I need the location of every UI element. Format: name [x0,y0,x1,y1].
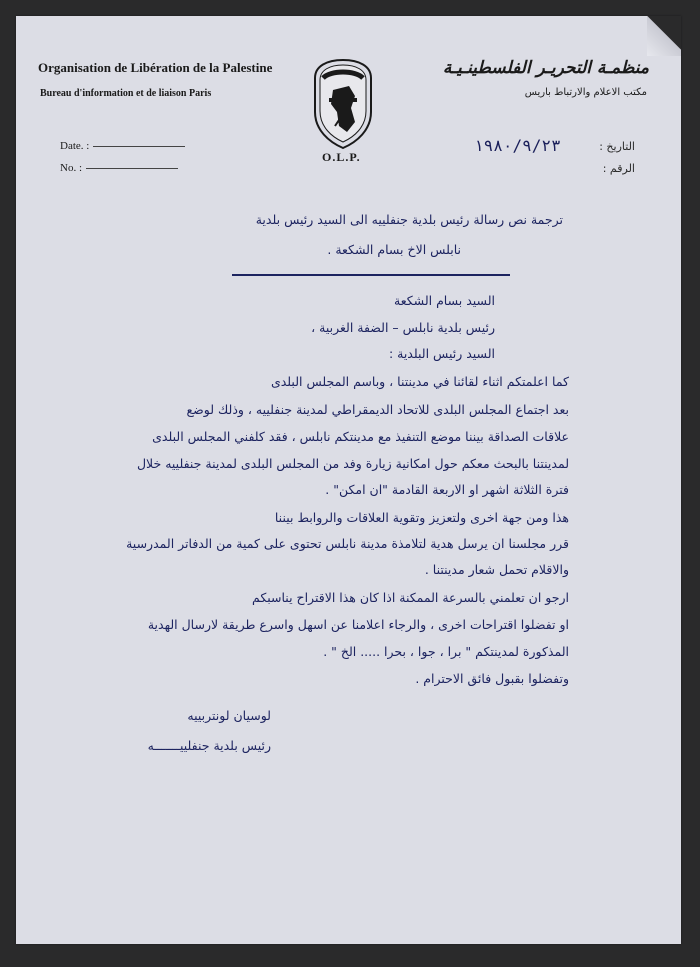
folded-corner [647,16,681,56]
org-name-arabic: منظمـة التحريـر الفلسطينـيـة [442,58,649,78]
signer-name: لوسيان لونتربييه [187,708,271,723]
body-line-8: والاقلام تحمل شعار مدينتنا . [424,562,569,577]
date-field [60,140,185,152]
number-label: No. : [60,162,82,174]
signer-title: رئيس بلدية جنفلييـــــــه [147,738,271,753]
heading-line-1: ترجمة نص رسالة رئيس بلدية جنفلييه الى السيد رئيس بلدية [255,212,563,227]
bureau-name-arabic: مكتب الاعلام والارتباط باريس [524,87,647,98]
plo-emblem-icon [309,56,377,152]
body-line-2: بعد اجتماع المجلس البلدى للاتحاد الديمقراطي لمدينة جنفلييه ، وذلك لوضع [186,402,569,417]
body-line-1: كما اعلمتكم اثناء لقائنا في مدينتنا ، وباسم المجلس البلدى [270,374,569,389]
body-line-10: او تفضلوا اقتراحات اخرى ، والرجاء اعلامنا عن اسهل واسرع طريقة لارسال الهدية [147,617,569,632]
body-line-9: ارجو ان تعلمني بالسرعة الممكنة اذا كان هذا الاقتراح يناسبكم [252,590,569,605]
body-line-7: قرر مجلسنا ان يرسل هدية لتلامذة مدينة نابلس تحتوى على كمية من الدفاتر المدرسية [126,536,569,551]
date-value: ١٩٨٠/٩/٢٣ [474,136,561,155]
body-line-12: وتفضلوا بقبول فائق الاحترام . [415,671,569,686]
heading-divider [232,274,510,276]
body-line-4: لمدينتنا بالبحث معكم حول امكانية زيارة وفد من المجلس البلدى لمدينة جنفلييه خلال [136,456,569,471]
number-label-arabic: الرقم : [602,162,635,175]
olp-caption: O.L.P. [322,150,361,164]
date-label: Date. : [60,140,90,152]
date-label-arabic: التاريخ : [599,140,635,153]
body-line-3: علاقات الصداقة بيننا موضع التنفيذ مع مدينتكم نابلس ، فقد كلفني المجلس البلدى [152,429,569,444]
recipient-office: رئيس بلدية نابلس – الضفة الغربية ، [311,320,495,335]
number-field [60,162,178,174]
recipient-salutation: السيد رئيس البلدية : [388,346,495,361]
body-line-6: هذا ومن جهة اخرى ولتعزيز وتقوية العلاقات والروابط بيننا [274,510,569,525]
body-line-5: فترة الثلاثة اشهر او الاربعة القادمة "ان امكن" . [325,482,569,497]
bureau-name-french: Bureau d'information et de liaison Paris [40,88,212,99]
org-name-french: Organisation de Libération de la Palestine [38,60,273,75]
letter-paper [16,16,681,944]
body-line-11: المذكورة لمدينتكم " برا ، جوا ، بحرا ..... الخ " . [323,644,569,659]
heading-line-2: نابلس الاخ بسام الشكعة . [327,242,461,257]
recipient-name: السيد بسام الشكعة [394,293,495,308]
